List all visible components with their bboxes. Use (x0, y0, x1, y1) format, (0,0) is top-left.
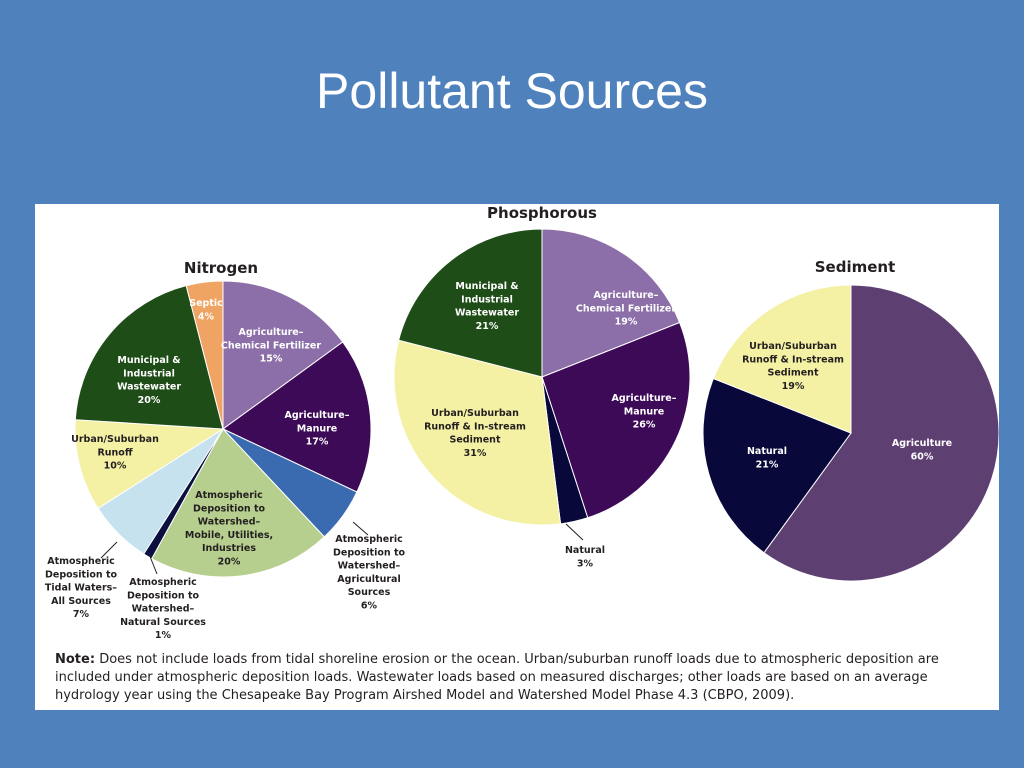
phosphorous-slice-label-line: 3% (576, 558, 594, 570)
nitrogen-slice-label-line: Industrial (123, 368, 175, 380)
phosphorous-slice-label-line: Manure (623, 406, 665, 418)
nitrogen-slice-label-line: Agriculture– (238, 327, 304, 338)
sediment-slice-label-line: Agriculture (891, 438, 953, 449)
phosphorous-slice-label-line: 31% (463, 447, 487, 459)
nitrogen-slice-label-line: 6% (360, 600, 378, 612)
nitrogen-slice-label-line: Industries (201, 543, 257, 555)
nitrogen-slice-label-line: Atmospheric (195, 490, 263, 501)
phosphorous-slice-label-3 (565, 545, 605, 569)
nitrogen-slice-label-line: Watershed– (197, 516, 261, 528)
nitrogen-slice-label-line: Sources (347, 587, 391, 599)
nitrogen-slice-label-line: Watershed– (337, 560, 401, 572)
sediment-slice-label-line: 21% (755, 459, 779, 471)
nitrogen-slice-label-line: Chemical Fertilizer (220, 340, 322, 352)
nitrogen-slice-label-line: 1% (154, 630, 172, 642)
phosphorous-slice-label-line: Municipal & (455, 281, 519, 292)
nitrogen-slice-label-line: 15% (259, 353, 283, 365)
nitrogen-slice-label-line: Atmospheric (47, 556, 115, 567)
nitrogen-slice-label-line: Wastewater (116, 381, 182, 393)
nitrogen-slice-label-line: Agriculture– (284, 410, 350, 421)
nitrogen-slice-label-line: Septic (189, 298, 223, 309)
nitrogen-slice-label-line: Urban/Suburban (71, 434, 159, 445)
nitrogen-slice-label-line: Atmospheric (129, 577, 197, 588)
nitrogen-slice-label-line: Deposition to (192, 503, 266, 515)
phosphorous-slice-label-line: Agriculture– (593, 290, 659, 301)
slide-title: Pollutant Sources (316, 63, 708, 119)
phosphorous-slice-label-line: Industrial (461, 294, 513, 306)
note-text: Does not include loads from tidal shoreline erosion or the ocean. Urban/suburban runoff loads due to atmospheric deposition are included under atmospheric deposition loads. Wastewater loads based on measured discharges; other loads are based on an average hydrology year using the Chesapeake Bay Program Airshed Model and Watershed Model Phase 4.3 (CBPO, 2009). (55, 652, 939, 703)
phosphorous-slice-label-line: Chemical Fertilizer (575, 303, 677, 315)
nitrogen-slice-label-line: Runoff (97, 447, 133, 459)
nitrogen-slice-label-line: Mobile, Utilities, (184, 529, 274, 541)
phosphorous-slice-label-line: 21% (475, 320, 499, 332)
nitrogen-slice-label-line: 20% (217, 556, 241, 568)
phosphorous-slice-label-line: Wastewater (454, 307, 520, 319)
sediment-slice-label-line: Runoff & In-stream (742, 354, 844, 366)
nitrogen-slice-label-line: Natural Sources (120, 616, 206, 628)
nitrogen-slice-label-line: Manure (296, 423, 338, 435)
pie-charts-figure (35, 204, 999, 710)
nitrogen-slice-label-6 (45, 556, 118, 620)
sediment-slice-label-line: Urban/Suburban (749, 341, 837, 352)
nitrogen-slice-label-line: Agricultural (337, 573, 401, 585)
nitrogen-slice-label-line: 17% (305, 436, 329, 448)
phosphorous-leader-line-3 (566, 524, 583, 540)
nitrogen-slice-label-5 (120, 577, 206, 641)
pie-charts-svg (35, 204, 999, 644)
nitrogen-slice-label-3 (333, 534, 406, 612)
sediment-slice-label-line: Natural (746, 446, 788, 457)
nitrogen-slice-label-line: 4% (197, 311, 215, 323)
nitrogen-slice-label-line: Atmospheric (335, 534, 403, 545)
sediment-chart-title: Sediment (814, 258, 896, 276)
nitrogen-chart-title: Nitrogen (183, 259, 259, 277)
nitrogen-slice-label-line: Tidal Waters– (44, 582, 118, 594)
phosphorous-slice-label-line: Agriculture– (611, 393, 677, 404)
nitrogen-slice-label-line: Municipal & (117, 355, 181, 366)
figure-note (55, 651, 985, 705)
sediment-slice-label-line: 19% (781, 380, 805, 392)
nitrogen-slice-label-line: Deposition to (126, 590, 200, 602)
sediment-slice-label-line: 60% (910, 451, 934, 463)
nitrogen-slice-label-line: Deposition to (44, 569, 118, 581)
phosphorous-slice-label-line: Runoff & In-stream (424, 421, 526, 433)
sediment-slice-label-line: Sediment (767, 367, 819, 379)
nitrogen-slice-label-line: All Sources (51, 595, 111, 607)
nitrogen-slice-label-line: Deposition to (332, 547, 406, 559)
note-label: Note: (55, 652, 96, 667)
phosphorous-slice-label-line: Natural (564, 545, 606, 556)
nitrogen-slice-label-line: 7% (72, 609, 90, 621)
phosphorous-slice-label-line: 26% (632, 419, 656, 431)
nitrogen-slice-label-line: 20% (137, 394, 161, 406)
phosphorous-slice-label-line: Sediment (449, 434, 501, 446)
phosphorous-slice-label-line: Urban/Suburban (431, 408, 519, 419)
phosphorous-chart-title: Phosphorous (487, 204, 597, 222)
phosphorous-slice-label-line: 19% (614, 316, 638, 328)
nitrogen-slice-label-line: Watershed– (131, 603, 195, 615)
nitrogen-slice-label-line: 10% (103, 460, 127, 472)
